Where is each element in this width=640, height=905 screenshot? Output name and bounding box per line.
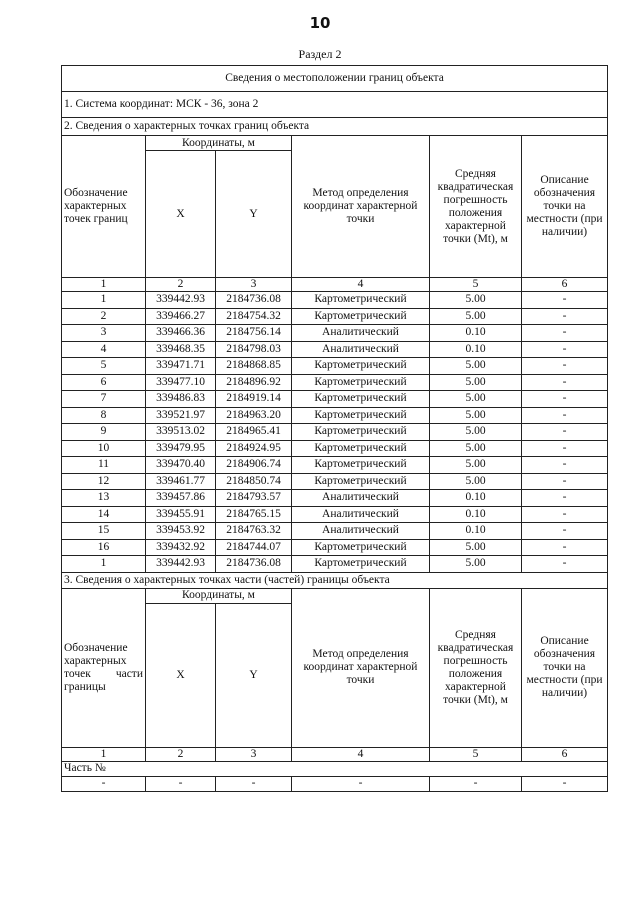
accuracy-cell: 5.00	[430, 424, 522, 441]
section-label: Раздел 2	[298, 47, 342, 61]
method-cell: Аналитический	[292, 341, 430, 358]
x-coordinate-cell: 339461.77	[146, 473, 216, 490]
header-coordinates-part: Координаты, м	[146, 588, 292, 603]
accuracy-cell: 5.00	[430, 308, 522, 325]
table-row	[62, 374, 608, 391]
header-x: X	[146, 151, 216, 278]
y-coordinate-cell: 2184793.57	[216, 490, 292, 507]
method-cell: Картометрический	[292, 292, 430, 309]
section3-title-row	[62, 572, 608, 588]
table-row	[62, 490, 608, 507]
empty-cell: -	[430, 776, 522, 791]
point-number-cell: 4	[62, 341, 146, 358]
header-row-1-part	[62, 588, 608, 603]
accuracy-cell: 5.00	[430, 440, 522, 457]
empty-cell: -	[146, 776, 216, 791]
column-number: 1	[62, 278, 146, 292]
table-row	[62, 325, 608, 342]
table-title: Сведения о местоположении границ объекта	[62, 66, 608, 92]
method-cell: Картометрический	[292, 308, 430, 325]
header-point-designation: Обозначение характерных точек границ	[62, 136, 146, 278]
column-number: 5	[430, 278, 522, 292]
table-row	[62, 424, 608, 441]
accuracy-cell: 0.10	[430, 490, 522, 507]
section2-title: 2. Сведения о характерных точках границ объекта	[62, 118, 608, 136]
column-number: 2	[146, 278, 216, 292]
method-cell: Картометрический	[292, 440, 430, 457]
header-y: Y	[216, 151, 292, 278]
column-number: 3	[216, 747, 292, 761]
method-cell: Картометрический	[292, 457, 430, 474]
empty-cell: -	[292, 776, 430, 791]
point-number-cell: 6	[62, 374, 146, 391]
y-coordinate-cell: 2184924.95	[216, 440, 292, 457]
x-coordinate-cell: 339442.93	[146, 292, 216, 309]
column-number: 6	[522, 747, 608, 761]
accuracy-cell: 0.10	[430, 341, 522, 358]
x-coordinate-cell: 339432.92	[146, 539, 216, 556]
column-number: 1	[62, 747, 146, 761]
y-coordinate-cell: 2184906.74	[216, 457, 292, 474]
x-coordinate-cell: 339468.35	[146, 341, 216, 358]
y-coordinate-cell: 2184868.85	[216, 358, 292, 375]
method-cell: Картометрический	[292, 374, 430, 391]
table-row	[62, 440, 608, 457]
column-number: 6	[522, 278, 608, 292]
empty-cell: -	[216, 776, 292, 791]
y-coordinate-cell: 2184736.08	[216, 292, 292, 309]
point-number-cell: 3	[62, 325, 146, 342]
description-cell: -	[522, 473, 608, 490]
column-number-row	[62, 278, 608, 292]
header-accuracy-part: Средняя квадратическая погрешность положения характерной точки (Mt), м	[430, 588, 522, 747]
description-cell: -	[522, 308, 608, 325]
method-cell: Картометрический	[292, 407, 430, 424]
column-number: 5	[430, 747, 522, 761]
page-number: 10	[309, 14, 331, 32]
part-label-row	[62, 761, 608, 776]
description-cell: -	[522, 341, 608, 358]
description-cell: -	[522, 292, 608, 309]
description-cell: -	[522, 407, 608, 424]
table-row	[62, 358, 608, 375]
point-number-cell: 2	[62, 308, 146, 325]
header-method-part: Метод определения координат характерной точки	[292, 588, 430, 747]
description-cell: -	[522, 490, 608, 507]
y-coordinate-cell: 2184965.41	[216, 424, 292, 441]
table-row	[62, 391, 608, 408]
accuracy-cell: 5.00	[430, 556, 522, 573]
y-coordinate-cell: 2184765.15	[216, 506, 292, 523]
point-number-cell: 15	[62, 523, 146, 540]
point-number-cell: 12	[62, 473, 146, 490]
x-coordinate-cell: 339457.86	[146, 490, 216, 507]
header-x-part: X	[146, 603, 216, 747]
description-cell: -	[522, 539, 608, 556]
description-cell: -	[522, 391, 608, 408]
point-number-cell: 10	[62, 440, 146, 457]
description-cell: -	[522, 424, 608, 441]
accuracy-cell: 5.00	[430, 292, 522, 309]
part-empty-row	[62, 776, 608, 791]
coord-system: 1. Система координат: МСК - 36, зона 2	[62, 92, 608, 118]
point-number-cell: 16	[62, 539, 146, 556]
table-row	[62, 457, 608, 474]
table-row	[62, 407, 608, 424]
description-cell: -	[522, 358, 608, 375]
accuracy-cell: 5.00	[430, 407, 522, 424]
header-description-part: Описание обозначения точки на местности (при наличии)	[522, 588, 608, 747]
table-row	[62, 308, 608, 325]
column-number: 4	[292, 747, 430, 761]
coord-system-row	[62, 92, 608, 118]
boundary-table	[61, 65, 608, 792]
x-coordinate-cell: 339466.27	[146, 308, 216, 325]
table-row	[62, 506, 608, 523]
header-y-part: Y	[216, 603, 292, 747]
description-cell: -	[522, 506, 608, 523]
method-cell: Картометрический	[292, 358, 430, 375]
method-cell: Аналитический	[292, 523, 430, 540]
y-coordinate-cell: 2184744.07	[216, 539, 292, 556]
method-cell: Картометрический	[292, 539, 430, 556]
header-accuracy: Средняя квадратическая погрешность положения характерной точки (Mt), м	[430, 136, 522, 278]
column-number: 4	[292, 278, 430, 292]
part-label: Часть №	[62, 761, 608, 776]
x-coordinate-cell: 339470.40	[146, 457, 216, 474]
description-cell: -	[522, 325, 608, 342]
x-coordinate-cell: 339455.91	[146, 506, 216, 523]
point-number-cell: 1	[62, 556, 146, 573]
empty-cell: -	[62, 776, 146, 791]
method-cell: Аналитический	[292, 325, 430, 342]
point-number-cell: 5	[62, 358, 146, 375]
table-row	[62, 556, 608, 573]
method-cell: Картометрический	[292, 424, 430, 441]
x-coordinate-cell: 339479.95	[146, 440, 216, 457]
accuracy-cell: 5.00	[430, 539, 522, 556]
point-number-cell: 1	[62, 292, 146, 309]
point-number-cell: 11	[62, 457, 146, 474]
method-cell: Аналитический	[292, 490, 430, 507]
x-coordinate-cell: 339486.83	[146, 391, 216, 408]
method-cell: Картометрический	[292, 473, 430, 490]
table-title-row	[62, 66, 608, 92]
accuracy-cell: 0.10	[430, 523, 522, 540]
point-number-cell: 8	[62, 407, 146, 424]
description-cell: -	[522, 457, 608, 474]
y-coordinate-cell: 2184919.14	[216, 391, 292, 408]
y-coordinate-cell: 2184798.03	[216, 341, 292, 358]
column-number: 2	[146, 747, 216, 761]
section2-title-row	[62, 118, 608, 136]
x-coordinate-cell: 339513.02	[146, 424, 216, 441]
table-row	[62, 539, 608, 556]
description-cell: -	[522, 374, 608, 391]
table-row	[62, 292, 608, 309]
x-coordinate-cell: 339453.92	[146, 523, 216, 540]
table-row	[62, 523, 608, 540]
y-coordinate-cell: 2184963.20	[216, 407, 292, 424]
y-coordinate-cell: 2184896.92	[216, 374, 292, 391]
x-coordinate-cell: 339442.93	[146, 556, 216, 573]
point-number-cell: 13	[62, 490, 146, 507]
accuracy-cell: 5.00	[430, 358, 522, 375]
accuracy-cell: 5.00	[430, 391, 522, 408]
accuracy-cell: 0.10	[430, 506, 522, 523]
description-cell: -	[522, 440, 608, 457]
accuracy-cell: 5.00	[430, 457, 522, 474]
column-number-row-part	[62, 747, 608, 761]
accuracy-cell: 5.00	[430, 473, 522, 490]
column-number: 3	[216, 278, 292, 292]
header-description: Описание обозначения точки на местности (при наличии)	[522, 136, 608, 278]
x-coordinate-cell: 339466.36	[146, 325, 216, 342]
point-number-cell: 14	[62, 506, 146, 523]
method-cell: Картометрический	[292, 556, 430, 573]
description-cell: -	[522, 556, 608, 573]
method-cell: Картометрический	[292, 391, 430, 408]
x-coordinate-cell: 339521.97	[146, 407, 216, 424]
table-row	[62, 473, 608, 490]
description-cell: -	[522, 523, 608, 540]
point-number-cell: 9	[62, 424, 146, 441]
section3-title: 3. Сведения о характерных точках части (частей) границы объекта	[62, 572, 608, 588]
header-coordinates: Координаты, м	[146, 136, 292, 151]
header-method: Метод определения координат характерной точки	[292, 136, 430, 278]
x-coordinate-cell: 339477.10	[146, 374, 216, 391]
y-coordinate-cell: 2184763.32	[216, 523, 292, 540]
accuracy-cell: 5.00	[430, 374, 522, 391]
empty-cell: -	[522, 776, 608, 791]
accuracy-cell: 0.10	[430, 325, 522, 342]
boundary-table-body	[62, 66, 608, 792]
y-coordinate-cell: 2184756.14	[216, 325, 292, 342]
table-row	[62, 341, 608, 358]
header-row-1	[62, 136, 608, 151]
y-coordinate-cell: 2184736.08	[216, 556, 292, 573]
y-coordinate-cell: 2184754.32	[216, 308, 292, 325]
header-point-designation-part: Обозначение характерных точек части границы	[62, 588, 146, 747]
x-coordinate-cell: 339471.71	[146, 358, 216, 375]
point-number-cell: 7	[62, 391, 146, 408]
method-cell: Аналитический	[292, 506, 430, 523]
y-coordinate-cell: 2184850.74	[216, 473, 292, 490]
